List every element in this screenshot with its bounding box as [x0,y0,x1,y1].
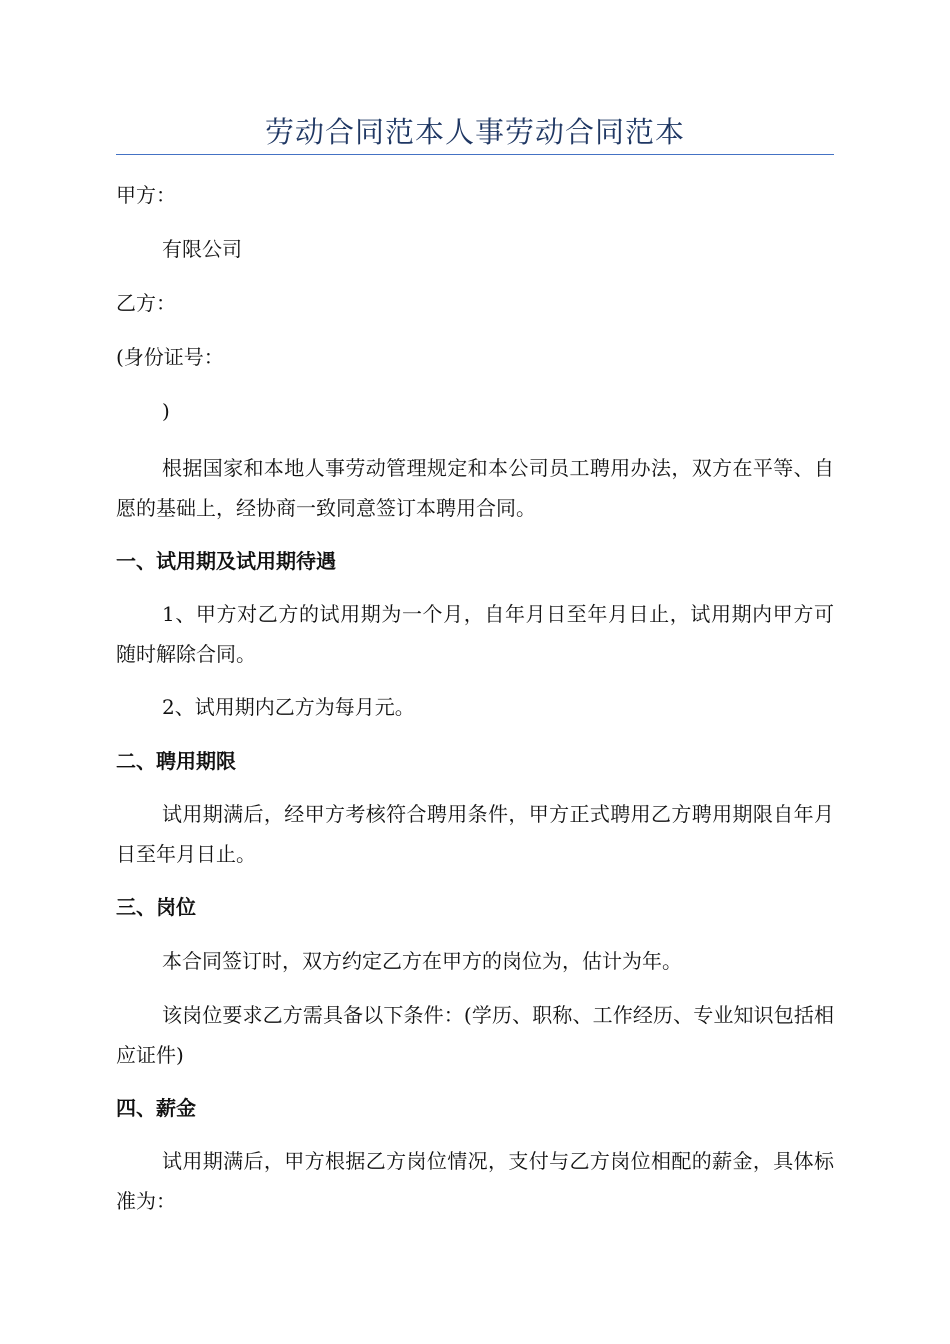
section-paragraph: 该岗位要求乙方需具备以下条件：(学历、职称、工作经历、专业知识包括相应证件) [116,1003,834,1067]
section-heading-term: 二、聘用期限 [116,749,236,773]
intro-paragraph: 根据国家和本地人事劳动管理规定和本公司员工聘用办法，双方在平等、自愿的基础上，经协商一致同意签订本聘用合同。 [116,456,834,520]
document-title: 劳动合同范本人事劳动合同范本 [264,115,685,149]
party-a-company: 有限公司 [162,237,242,261]
id-number-open: (身份证号： [116,345,224,369]
section-heading-probation: 一、试用期及试用期待遇 [116,549,336,573]
section-paragraph: 2、试用期内乙方为每月元。 [162,695,415,719]
section-heading-salary: 四、薪金 [116,1096,196,1120]
party-b-label: 乙方： [116,291,176,315]
section-paragraph: 本合同签订时，双方约定乙方在甲方的岗位为，估计为年。 [162,949,682,973]
party-a-label: 甲方： [116,183,176,207]
title-underline [116,154,834,155]
id-number-close: ) [162,399,170,423]
section-paragraph: 1、甲方对乙方的试用期为一个月，自年月日至年月日止，试用期内甲方可随时解除合同。 [116,602,834,666]
section-paragraph: 试用期满后，甲方根据乙方岗位情况，支付与乙方岗位相配的薪金，具体标准为： [116,1149,834,1213]
section-heading-position: 三、岗位 [116,895,196,919]
section-paragraph: 试用期满后，经甲方考核符合聘用条件，甲方正式聘用乙方聘用期限自年月日至年月日止。 [116,802,834,866]
